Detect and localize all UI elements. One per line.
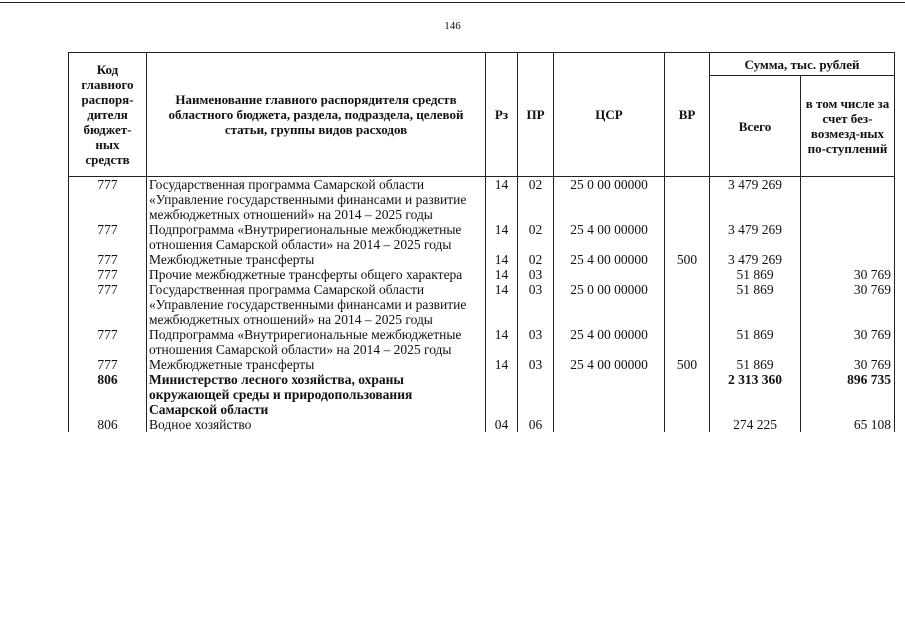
header-total: Всего	[710, 76, 801, 177]
cell-code: 777	[69, 267, 147, 282]
table-row	[69, 252, 895, 267]
table-row	[69, 267, 895, 282]
cell-rz: 14	[486, 252, 518, 267]
cell-name: Прочие межбюджетные трансферты общего характера	[147, 267, 486, 282]
cell-csr: 25 0 00 00000	[554, 177, 665, 223]
cell-vr	[665, 177, 710, 223]
cell-free: 30 769	[801, 327, 895, 357]
cell-pr: 03	[518, 282, 554, 327]
cell-rz: 14	[486, 177, 518, 223]
header-free: в том числе за счет без-возмезд-ных по-ступлений	[801, 76, 895, 177]
cell-free: 896 735	[801, 372, 895, 417]
top-rule	[0, 2, 905, 3]
cell-rz: 14	[486, 357, 518, 372]
cell-csr	[554, 417, 665, 432]
table-body	[69, 177, 895, 433]
cell-rz: 04	[486, 417, 518, 432]
cell-csr: 25 4 00 00000	[554, 327, 665, 357]
table-row	[69, 282, 895, 327]
table-row	[69, 372, 895, 417]
table-row	[69, 327, 895, 357]
cell-pr: 03	[518, 267, 554, 282]
cell-name: Министерство лесного хозяйства, охраны окружающей среды и природопользования Самарской области	[147, 372, 486, 417]
header-csr: ЦСР	[554, 53, 665, 177]
page-number: 146	[444, 20, 461, 32]
header-code: Код главного распоря-дителя бюджет-ных средств	[69, 53, 147, 177]
header-sum-group: Сумма, тыс. рублей	[710, 53, 895, 76]
cell-pr: 03	[518, 327, 554, 357]
cell-csr: 25 4 00 00000	[554, 357, 665, 372]
cell-csr: 25 4 00 00000	[554, 252, 665, 267]
cell-free: 30 769	[801, 267, 895, 282]
cell-vr	[665, 372, 710, 417]
cell-code: 777	[69, 327, 147, 357]
cell-rz: 14	[486, 282, 518, 327]
cell-rz: 14	[486, 267, 518, 282]
cell-name: Межбюджетные трансферты	[147, 252, 486, 267]
cell-vr: 500	[665, 252, 710, 267]
cell-name: Государственная программа Самарской области «Управление государственными финансами и развитие межбюджетных отношений» на 2014 – 2025 годы	[147, 177, 486, 223]
cell-rz	[486, 372, 518, 417]
cell-pr: 02	[518, 222, 554, 252]
table-row	[69, 357, 895, 372]
cell-free: 65 108	[801, 417, 895, 432]
table-row	[69, 417, 895, 432]
cell-code: 806	[69, 417, 147, 432]
cell-code: 777	[69, 357, 147, 372]
cell-vr	[665, 222, 710, 252]
table-row	[69, 177, 895, 223]
cell-rz: 14	[486, 327, 518, 357]
cell-csr	[554, 372, 665, 417]
cell-csr: 25 4 00 00000	[554, 222, 665, 252]
table-row	[69, 222, 895, 252]
header-name: Наименование главного распорядителя средств областного бюджета, раздела, подраздела, целевой статьи, группы видов расходов	[147, 53, 486, 177]
cell-name: Межбюджетные трансферты	[147, 357, 486, 372]
cell-pr: 06	[518, 417, 554, 432]
cell-total: 3 479 269	[710, 177, 801, 223]
cell-free	[801, 177, 895, 223]
cell-pr: 02	[518, 252, 554, 267]
cell-vr	[665, 267, 710, 282]
cell-total: 51 869	[710, 327, 801, 357]
cell-name: Государственная программа Самарской области «Управление государственными финансами и развитие межбюджетных отношений» на 2014 – 2025 годы	[147, 282, 486, 327]
header-rz: Рз	[486, 53, 518, 177]
cell-free	[801, 252, 895, 267]
cell-pr: 02	[518, 177, 554, 223]
cell-vr	[665, 327, 710, 357]
header-vr: ВР	[665, 53, 710, 177]
cell-total: 3 479 269	[710, 222, 801, 252]
cell-code: 777	[69, 282, 147, 327]
cell-name: Подпрограмма «Внутрирегиональные межбюджетные отношения Самарской области» на 2014 – 2025 годы	[147, 327, 486, 357]
cell-rz: 14	[486, 222, 518, 252]
cell-code: 777	[69, 252, 147, 267]
cell-total: 274 225	[710, 417, 801, 432]
cell-free: 30 769	[801, 357, 895, 372]
cell-total: 51 869	[710, 282, 801, 327]
cell-name: Водное хозяйство	[147, 417, 486, 432]
cell-free: 30 769	[801, 282, 895, 327]
cell-name: Подпрограмма «Внутрирегиональные межбюджетные отношения Самарской области» на 2014 – 2025 годы	[147, 222, 486, 252]
cell-vr: 500	[665, 357, 710, 372]
cell-csr: 25 0 00 00000	[554, 282, 665, 327]
cell-pr: 03	[518, 357, 554, 372]
cell-vr	[665, 282, 710, 327]
cell-total: 51 869	[710, 267, 801, 282]
budget-table	[68, 52, 895, 432]
cell-vr	[665, 417, 710, 432]
cell-free	[801, 222, 895, 252]
cell-csr	[554, 267, 665, 282]
cell-code: 777	[69, 177, 147, 223]
cell-total: 3 479 269	[710, 252, 801, 267]
cell-code: 777	[69, 222, 147, 252]
cell-pr	[518, 372, 554, 417]
cell-total: 2 313 360	[710, 372, 801, 417]
cell-total: 51 869	[710, 357, 801, 372]
table-header	[69, 53, 895, 177]
cell-code: 806	[69, 372, 147, 417]
header-pr: ПР	[518, 53, 554, 177]
